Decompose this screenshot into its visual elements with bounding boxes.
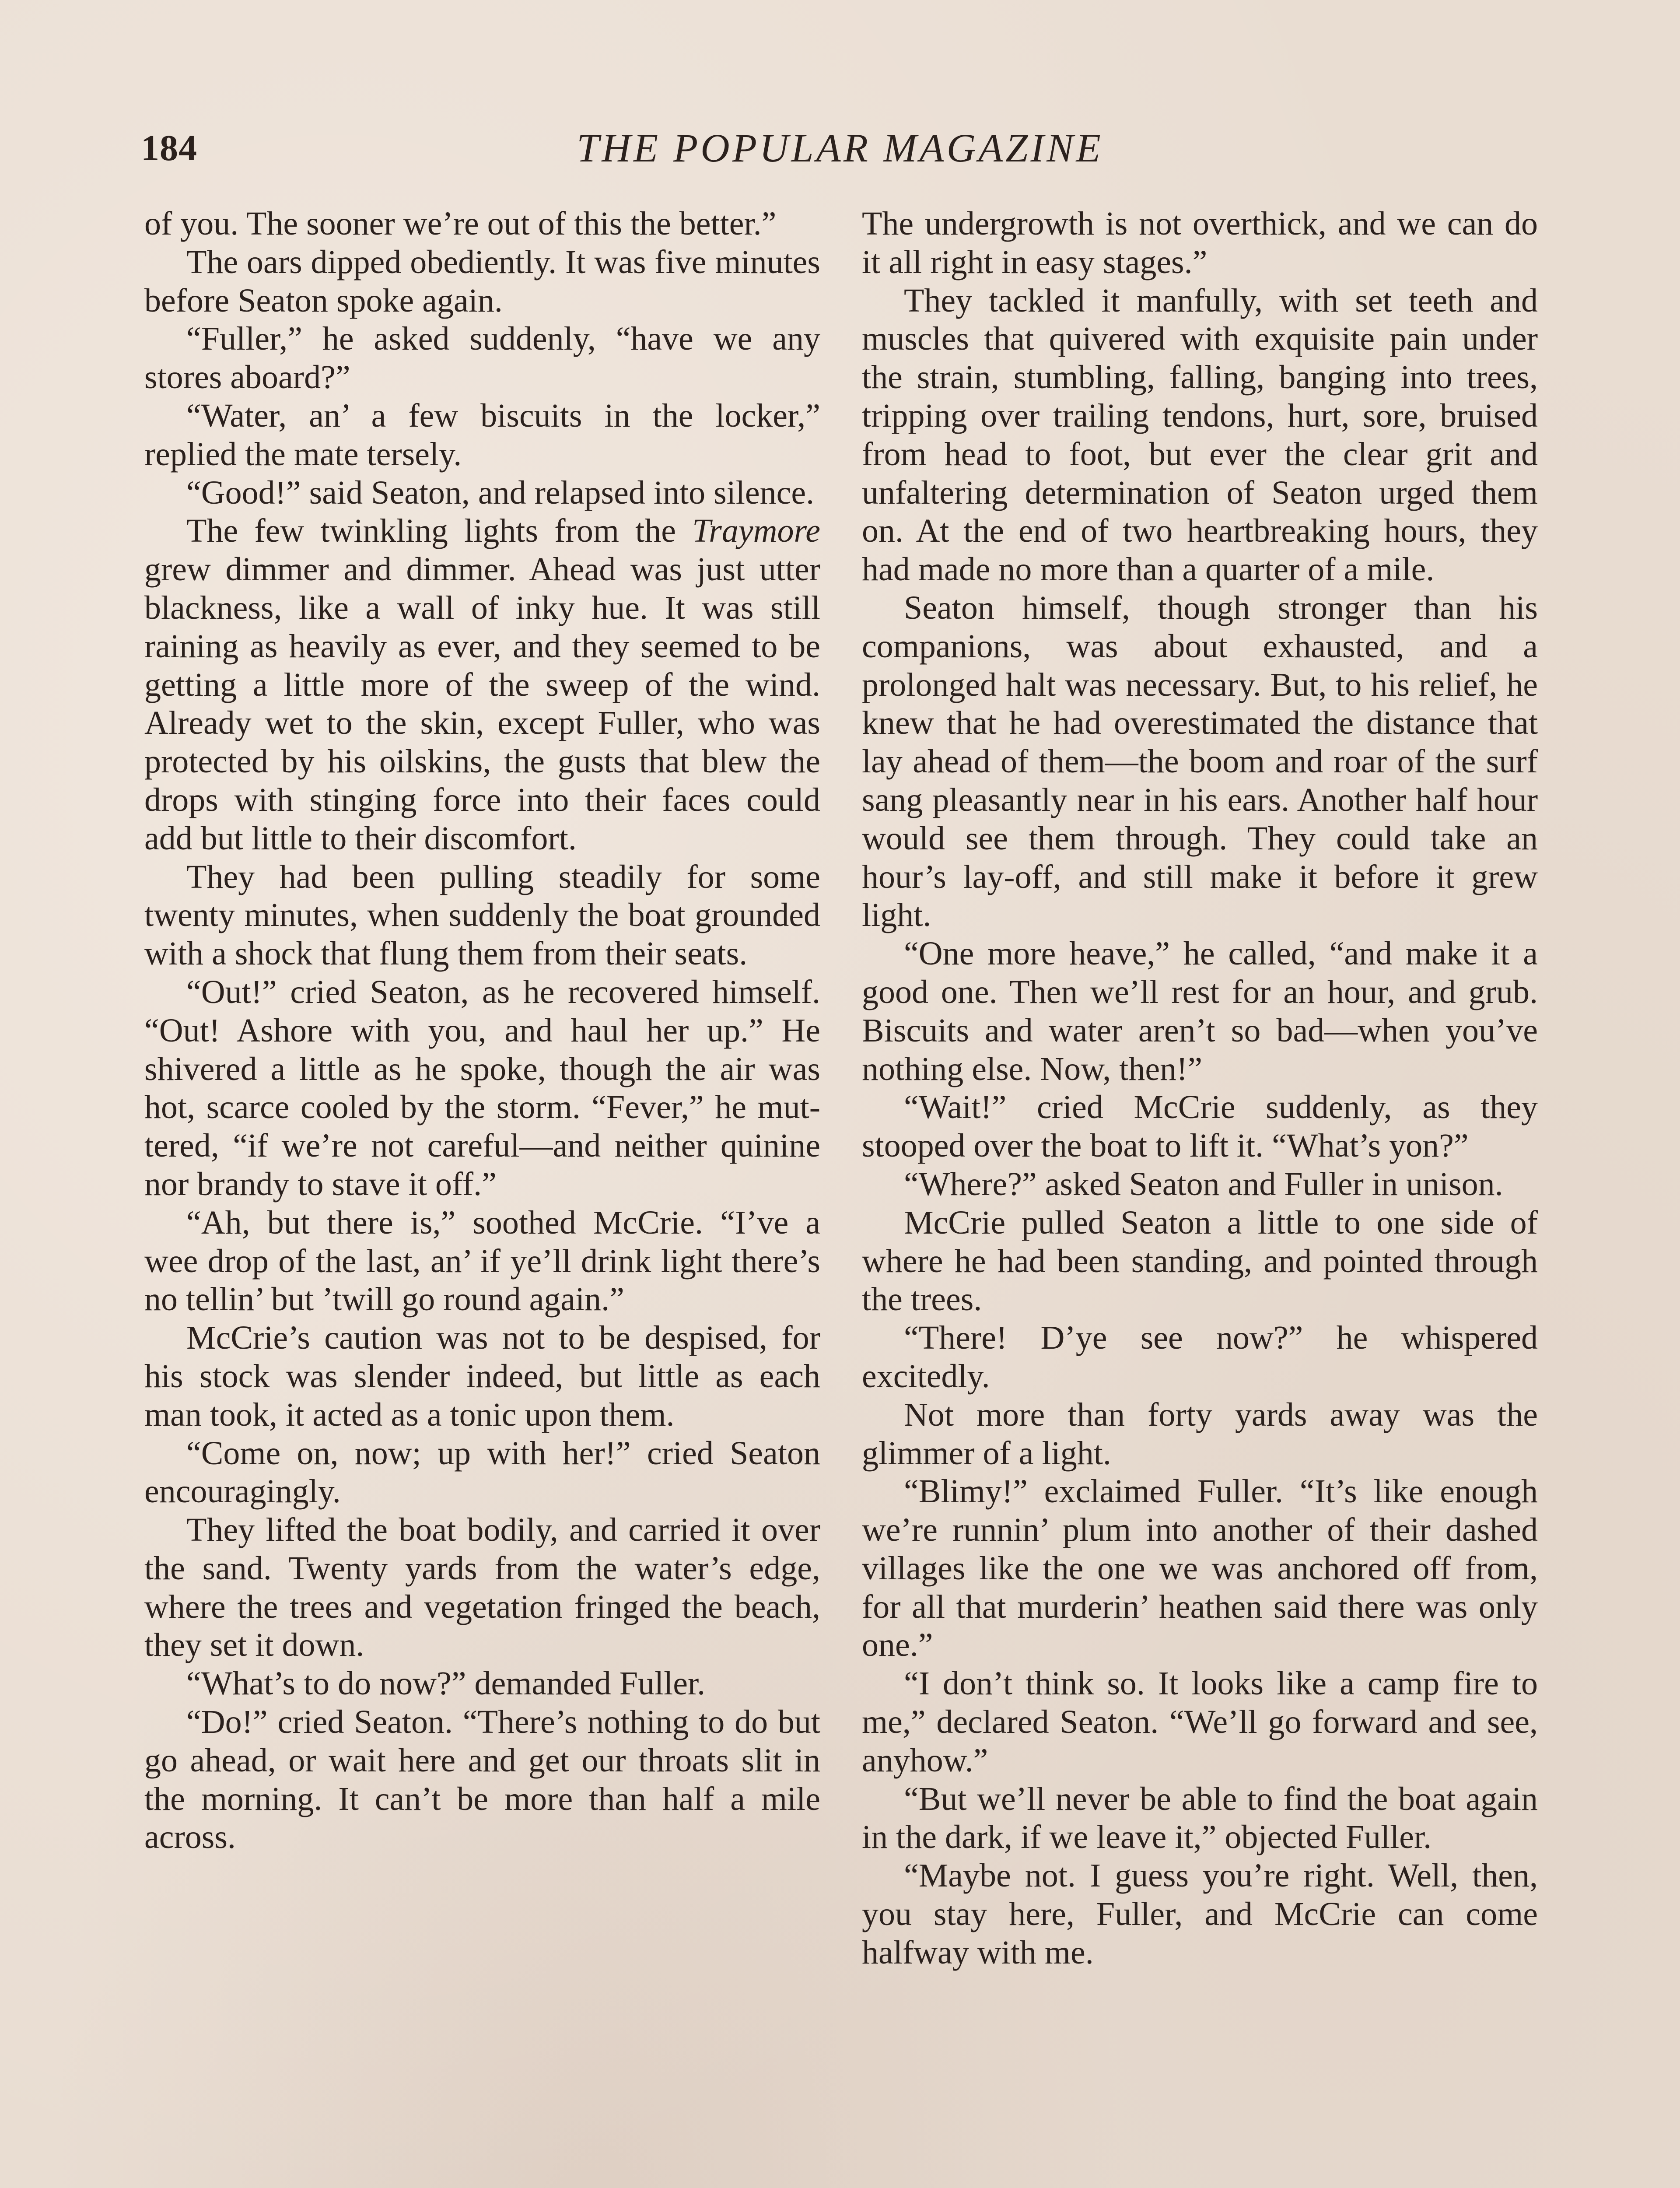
paragraph: of you. The sooner we’re out of this the better.” bbox=[144, 205, 777, 242]
paragraph: “One more heave,” he called, “and make it a good one. Then we’ll rest for an hour, and grub. Biscuits and water aren’t so bad—when you’ve nothing else. Now, then!” bbox=[862, 935, 1538, 1087]
paragraph: “Out!” cried Seaton, as he recovered himself. “Out! Ashore with you, and haul her up.” He shivered a little as he spoke, though the air was hot, scarce cooled by the storm. “Fever,” he muttered, “if we’re not careful—and neither quinine nor brandy to stave it off.” bbox=[144, 973, 820, 1203]
paragraph: They lifted the boat bodily, and carried it over the sand. Twenty yards from the water’s edge, where the trees and vegetation fringed the beach, they set it down. bbox=[144, 1511, 820, 1664]
paragraph: “Do!” cried Seaton. “There’s nothing to do but go ahead, or wait here and get our throats slit in the morning. It can’t be more than half a mile across. bbox=[144, 1704, 820, 1856]
page-number: 184 bbox=[141, 128, 197, 168]
paragraph: The undergrowth is not overthick, and we can do it all right in easy stages.” bbox=[862, 205, 1538, 281]
paragraph: “But we’ll never be able to find the boat again in the dark, if we leave it,” objected Fuller. bbox=[862, 1780, 1538, 1856]
paragraph: “There! D’ye see now?” he whispered excitedly. bbox=[862, 1319, 1538, 1395]
running-head: THE POPULAR MAGAZINE bbox=[577, 126, 1103, 170]
paragraph: Seaton himself, though stronger than his companions, was about exhausted, and a prolonged halt was necessary. But, to his relief, he knew that he had overestimated the distance that lay ahead of them—the boom and roar of the surf sang pleasantly near in his ears. Another half hour would see them through. They could take an hour’s lay-off, and still make it before it grew light. bbox=[862, 589, 1538, 934]
left-column bbox=[144, 205, 820, 1857]
paragraph: The oars dipped obediently. It was five minutes before Seaton spoke again. bbox=[144, 243, 820, 319]
ship-name: Traymore bbox=[692, 512, 820, 550]
paragraph: “Good!” said Seaton, and relapsed into silence. bbox=[186, 474, 815, 511]
paragraph: “Maybe not. I guess you’re right. Well, then, you stay here, Fuller, and McCrie can come halfway with me. bbox=[862, 1857, 1538, 1971]
paragraph: “Where?” asked Seaton and Fuller in unison. bbox=[904, 1165, 1503, 1203]
paragraph: “What’s to do now?” demanded Fuller. bbox=[186, 1665, 706, 1702]
paragraph: “I don’t think so. It looks like a camp fire to me,” declared Seaton. “We’ll go forward and see, anyhow.” bbox=[862, 1665, 1538, 1779]
paragraph: “Come on, now; up with her!” cried Seaton encouragingly. bbox=[144, 1434, 820, 1510]
paragraph: McCrie’s caution was not to be despised, for his stock was slender indeed, but little as each man took, it acted as a tonic upon them. bbox=[144, 1319, 820, 1433]
paragraph: They tackled it manfully, with set teeth and muscles that quivered with exquisite pain under the strain, stumbling, falling, banging into trees, tripping over trailing tendons, hurt, sore, bruised from head to foot, but ever the clear grit and unfaltering determination of Seaton urged them on. At the end of two heartbreaking hours, they had made no more than a quarter of a mile. bbox=[862, 282, 1538, 588]
paragraph: “Blimy!” exclaimed Fuller. “It’s like enough we’re runnin’ plum into another of their dashed villages like the one we was anchored off from, for all that murderin’ heathen said there was only one.” bbox=[862, 1473, 1538, 1664]
paragraph bbox=[144, 512, 820, 858]
paragraph-text: grew dimmer and dimmer. Ahead was just utter blackness, like a wall of inky hue. It was still raining as heavily as ever, and they seemed to be getting a little more of the sweep of the wind. Already wet to the skin, except Fuller, who was protected by his oilskins, the gusts that blew the drops with stinging force into their faces could add but little to their discomfort. bbox=[144, 551, 820, 857]
right-column bbox=[862, 205, 1538, 1972]
paragraph: They had been pulling steadily for some twenty minutes, when suddenly the boat grounded with a shock that flung them from their seats. bbox=[144, 858, 820, 972]
paragraph: “Fuller,” he asked suddenly, “have we any stores aboard?” bbox=[144, 320, 820, 396]
paragraph-text: The few twinkling lights from the bbox=[186, 512, 693, 550]
paragraph: McCrie pulled Seaton a little to one side of where he had been standing, and pointed through the trees. bbox=[862, 1204, 1538, 1318]
paragraph: “Ah, but there is,” soothed McCrie. “I’ve a wee drop of the last, an’ if ye’ll drink light there’s no tellin’ but ’twill go round again.” bbox=[144, 1204, 820, 1318]
paragraph: Not more than forty yards away was the glimmer of a light. bbox=[862, 1396, 1538, 1472]
paragraph: “Water, an’ a few biscuits in the locker,” replied the mate tersely. bbox=[144, 397, 820, 473]
paragraph: “Wait!” cried McCrie suddenly, as they stooped over the boat to lift it. “What’s yon?” bbox=[862, 1089, 1538, 1164]
